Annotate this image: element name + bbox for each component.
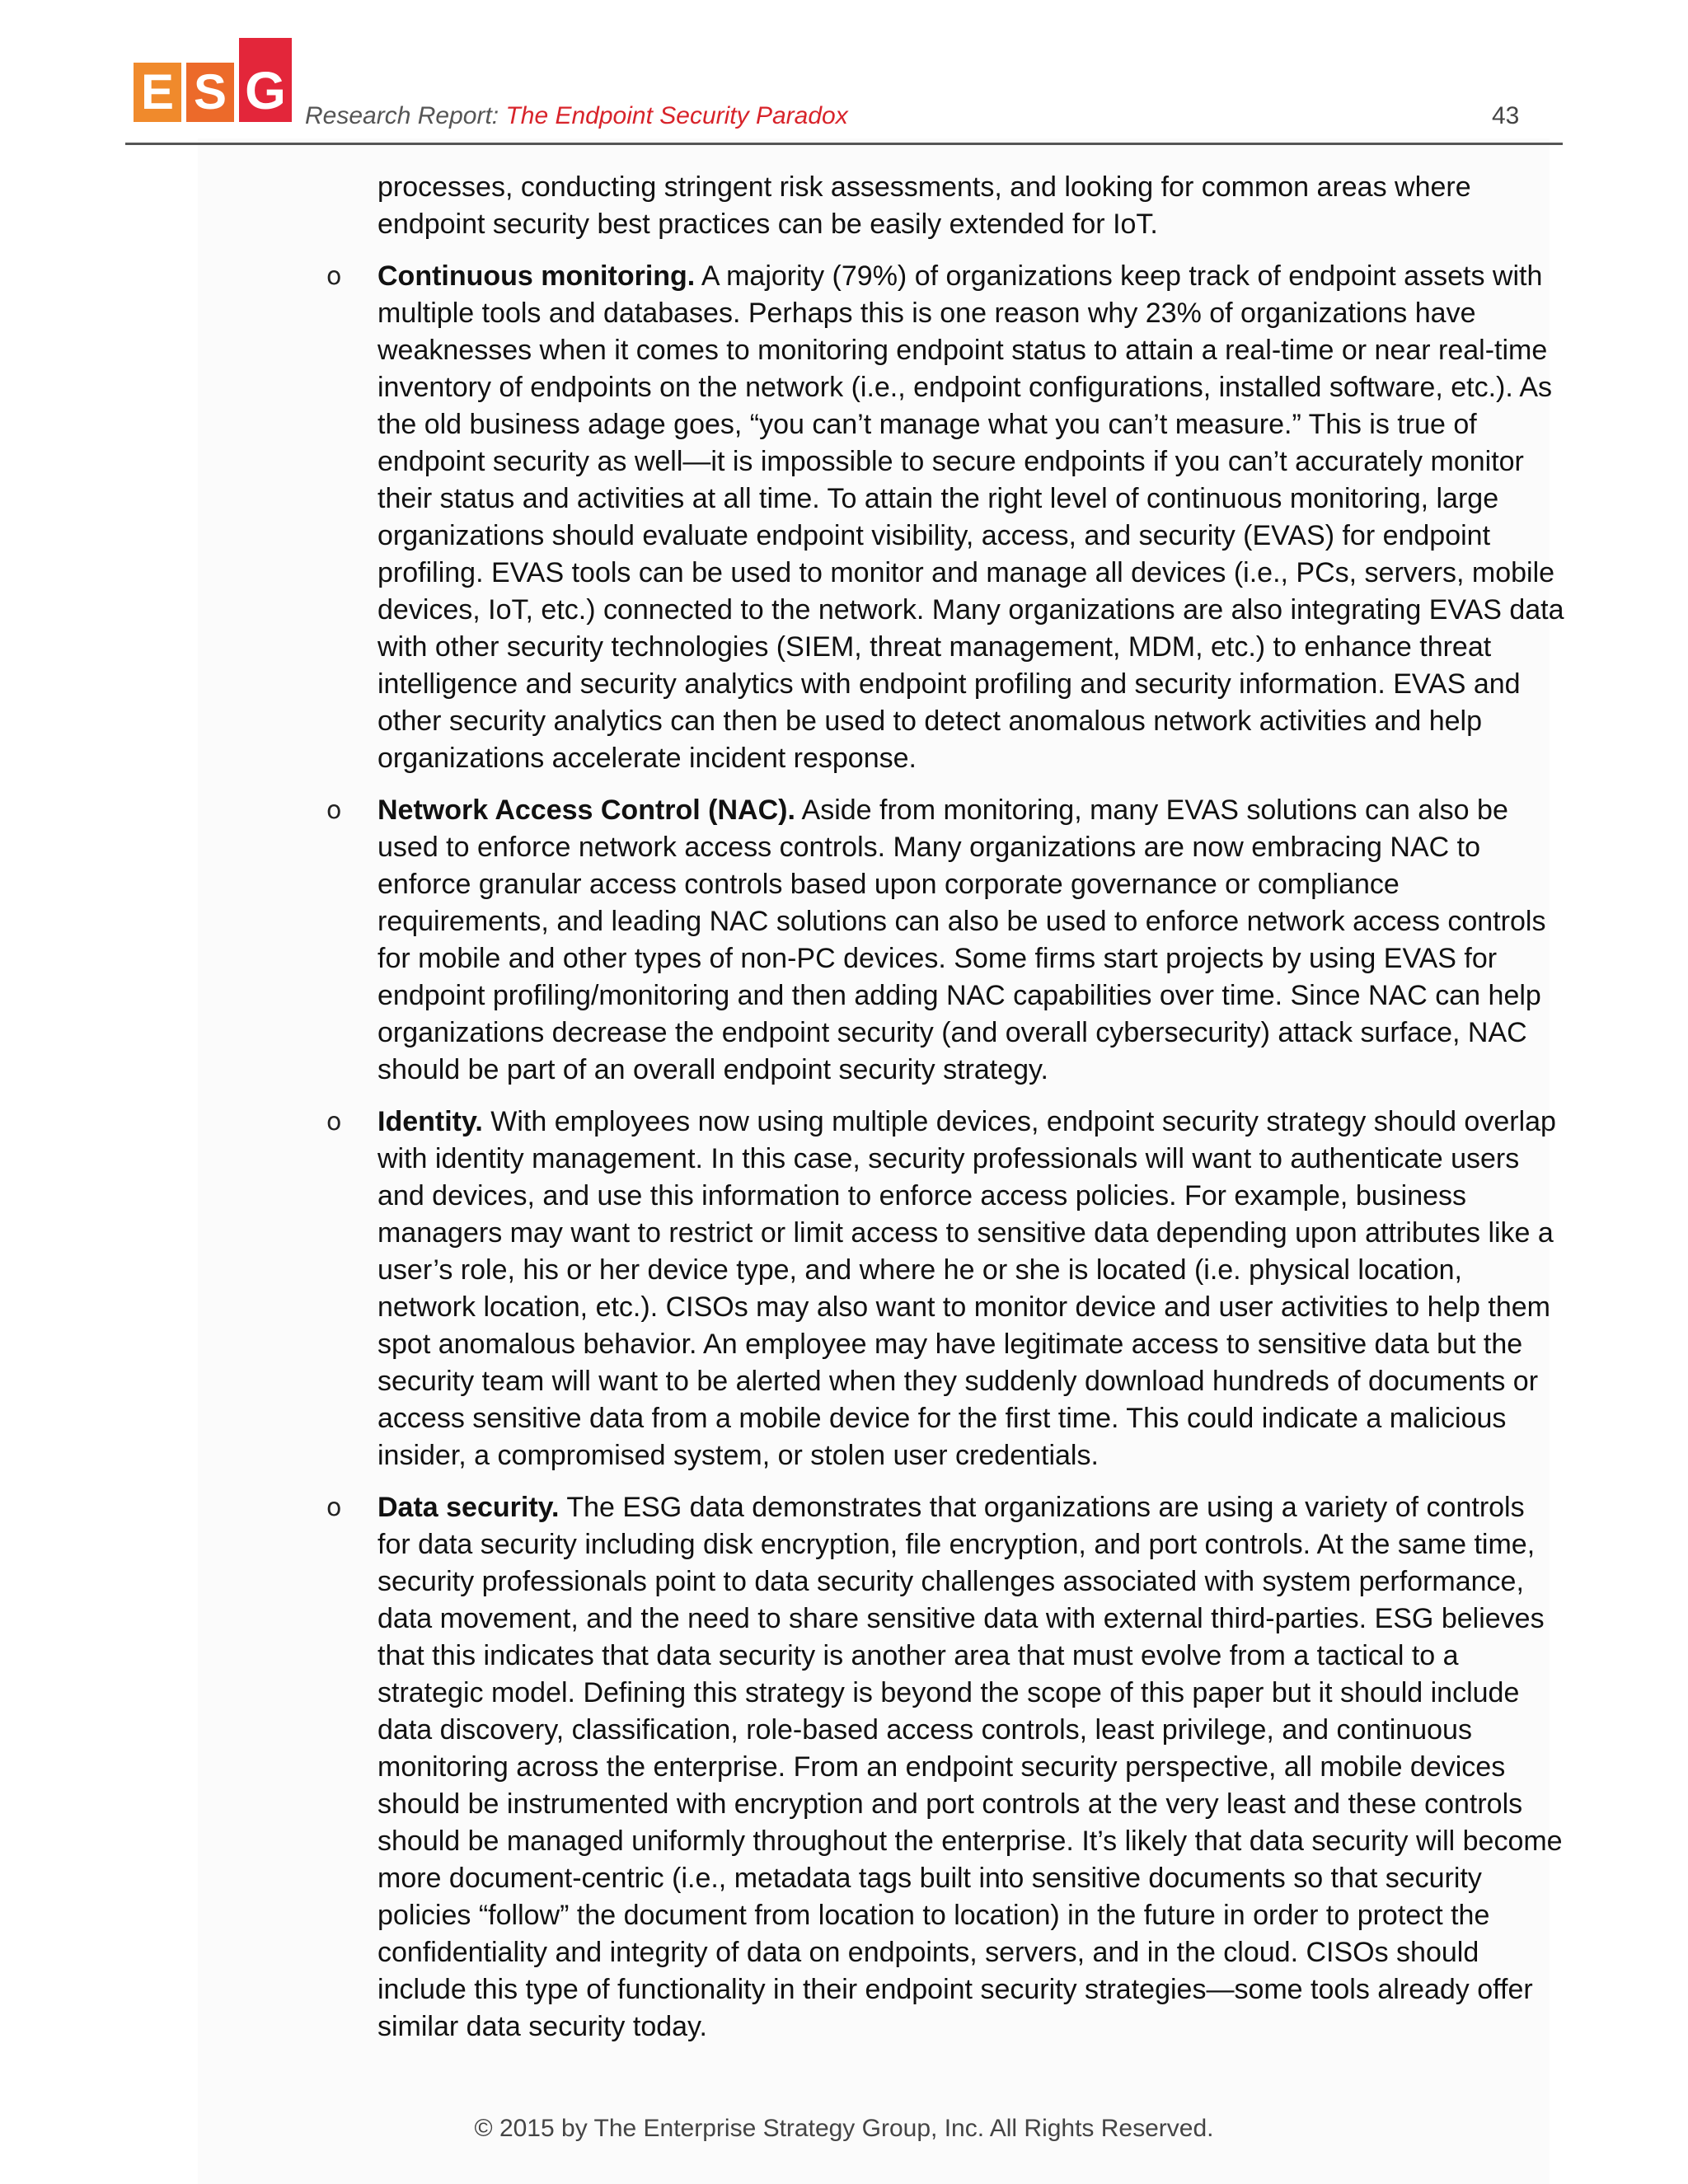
page-number: 43 [1492,102,1520,129]
continued-paragraph: processes, conducting stringent risk assessments, and looking for common areas where endpoint security best practices can be easily extended for IoT. [377,171,1471,240]
report-title: The Endpoint Security Paradox [505,102,848,129]
report-prefix: Research Report: [305,102,499,129]
bullet-data-security [0,1489,1688,2046]
bullet-title: Data security. [377,1492,560,1523]
bullet-text: The ESG data demonstrates that organizations are using a variety of controls for data security including disk encryption, file encryption, and port controls. At the same time, security professionals point to data security challenges associated with system performance, data movement, and the need to share sensitive data with external third-parties. ESG believes that this indicates that data security is another area that must evolve from a tactical to a strategic model. Defining this strategy is beyond the scope of this paper but it should include data discovery, classification, role-based access controls, least privilege, and continuous monitoring across the enterprise. From an endpoint security perspective, all mobile devices should be instrumented with encryption and port controls at the very least and these controls should be managed uniformly throughout the enterprise. It’s likely that data security will become more document-centric (i.e., metadata tags built into sensitive documents so that security policies “follow” the document from location to location) in the future in order to protect the confidentiality and integrity of data on endpoints, servers, and in the cloud. CISOs should include this type of functionality in their endpoint security strategies—some tools already offer similar data security today. [377,1492,1563,2042]
bullet-text: With employees now using multiple devices, endpoint security strategy should overlap with identity management. In this case, security professionals will want to authenticate users and devices, and use this information to enforce access policies. For example, business managers may want to restrict or limit access to sensitive data depending upon attributes like a user’s role, his or her device type, and where he or she is located (i.e. physical location, network location, etc.). CISOs may also want to monitor device and user activities to help them spot anomalous behavior. An employee may have legitimate access to sensitive data but the security team will want to be alerted when they suddenly download hundreds of documents or access sensitive data from a mobile device for the first time. This could indicate a malicious insider, a compromised system, or stolen user credentials. [377,1106,1556,1471]
logo-letter-e: E [134,63,181,122]
bullet-network-access-control [0,792,1688,1089]
bullet-marker: o [326,796,342,825]
logo-letter-g: G [239,38,292,122]
copyright-footer: © 2015 by The Enterprise Strategy Group, Inc. All Rights Reserved. [474,2115,1214,2142]
bullet-title: Continuous monitoring. [377,260,696,292]
bullet-body [377,258,1564,777]
bullet-marker: o [326,1108,342,1137]
bullet-marker: o [326,1493,342,1522]
bullet-text: A majority (79%) of organizations keep track of endpoint assets with multiple tools and databases. Perhaps this is one reason why 23% of organizations have weaknesses when it comes to monitoring endpoint status to attain a real-time or near real-time inventory of endpoints on the network (i.e., endpoint configurations, installed software, etc.). As the old business adage goes, “you can’t manage what you can’t measure.” This is true of endpoint security as well—it is impossible to secure endpoints if you can’t accurately monitor their status and activities at all time. To attain the right level of continuous monitoring, large organizations should evaluate endpoint visibility, access, and security (EVAS) for endpoint profiling. EVAS tools can be used to monitor and manage all devices (i.e., PCs, servers, mobile devices, IoT, etc.) connected to the network. Many organizations are also integrating EVAS data with other security technologies (SIEM, threat management, MDM, etc.) to enhance threat intelligence and security analytics with endpoint profiling and security information. EVAS and other security analytics can then be used to detect anomalous network activities and help organizations accelerate incident response. [377,260,1564,774]
bullet-body [377,792,1564,1089]
logo-letter-s: S [186,63,234,122]
bullet-title: Network Access Control (NAC). [377,794,795,826]
bullet-title: Identity. [377,1106,483,1137]
bullet-text: Aside from monitoring, many EVAS solutions can also be used to enforce network access controls. Many organizations are now embracing NAC to enforce granular access controls based upon corporate governance or compliance requirements, and leading NAC solutions can also be used to enforce network access controls for mobile and other types of non-PC devices. Some firms start projects by using EVAS for endpoint profiling/monitoring and then adding NAC capabilities over time. Since NAC can help organizations decrease the endpoint security (and overall cybersecurity) attack surface, NAC should be part of an overall endpoint security strategy. [377,794,1546,1085]
esg-logo [134,38,292,127]
bullet-marker: o [326,262,342,291]
page-body [0,169,1688,2060]
header-divider [125,143,1563,145]
bullet-identity [0,1104,1688,1474]
bullet-body [377,1489,1564,2046]
bullet-continuous-monitoring [0,258,1688,777]
bullet-body [377,1104,1564,1474]
running-header [305,102,848,130]
